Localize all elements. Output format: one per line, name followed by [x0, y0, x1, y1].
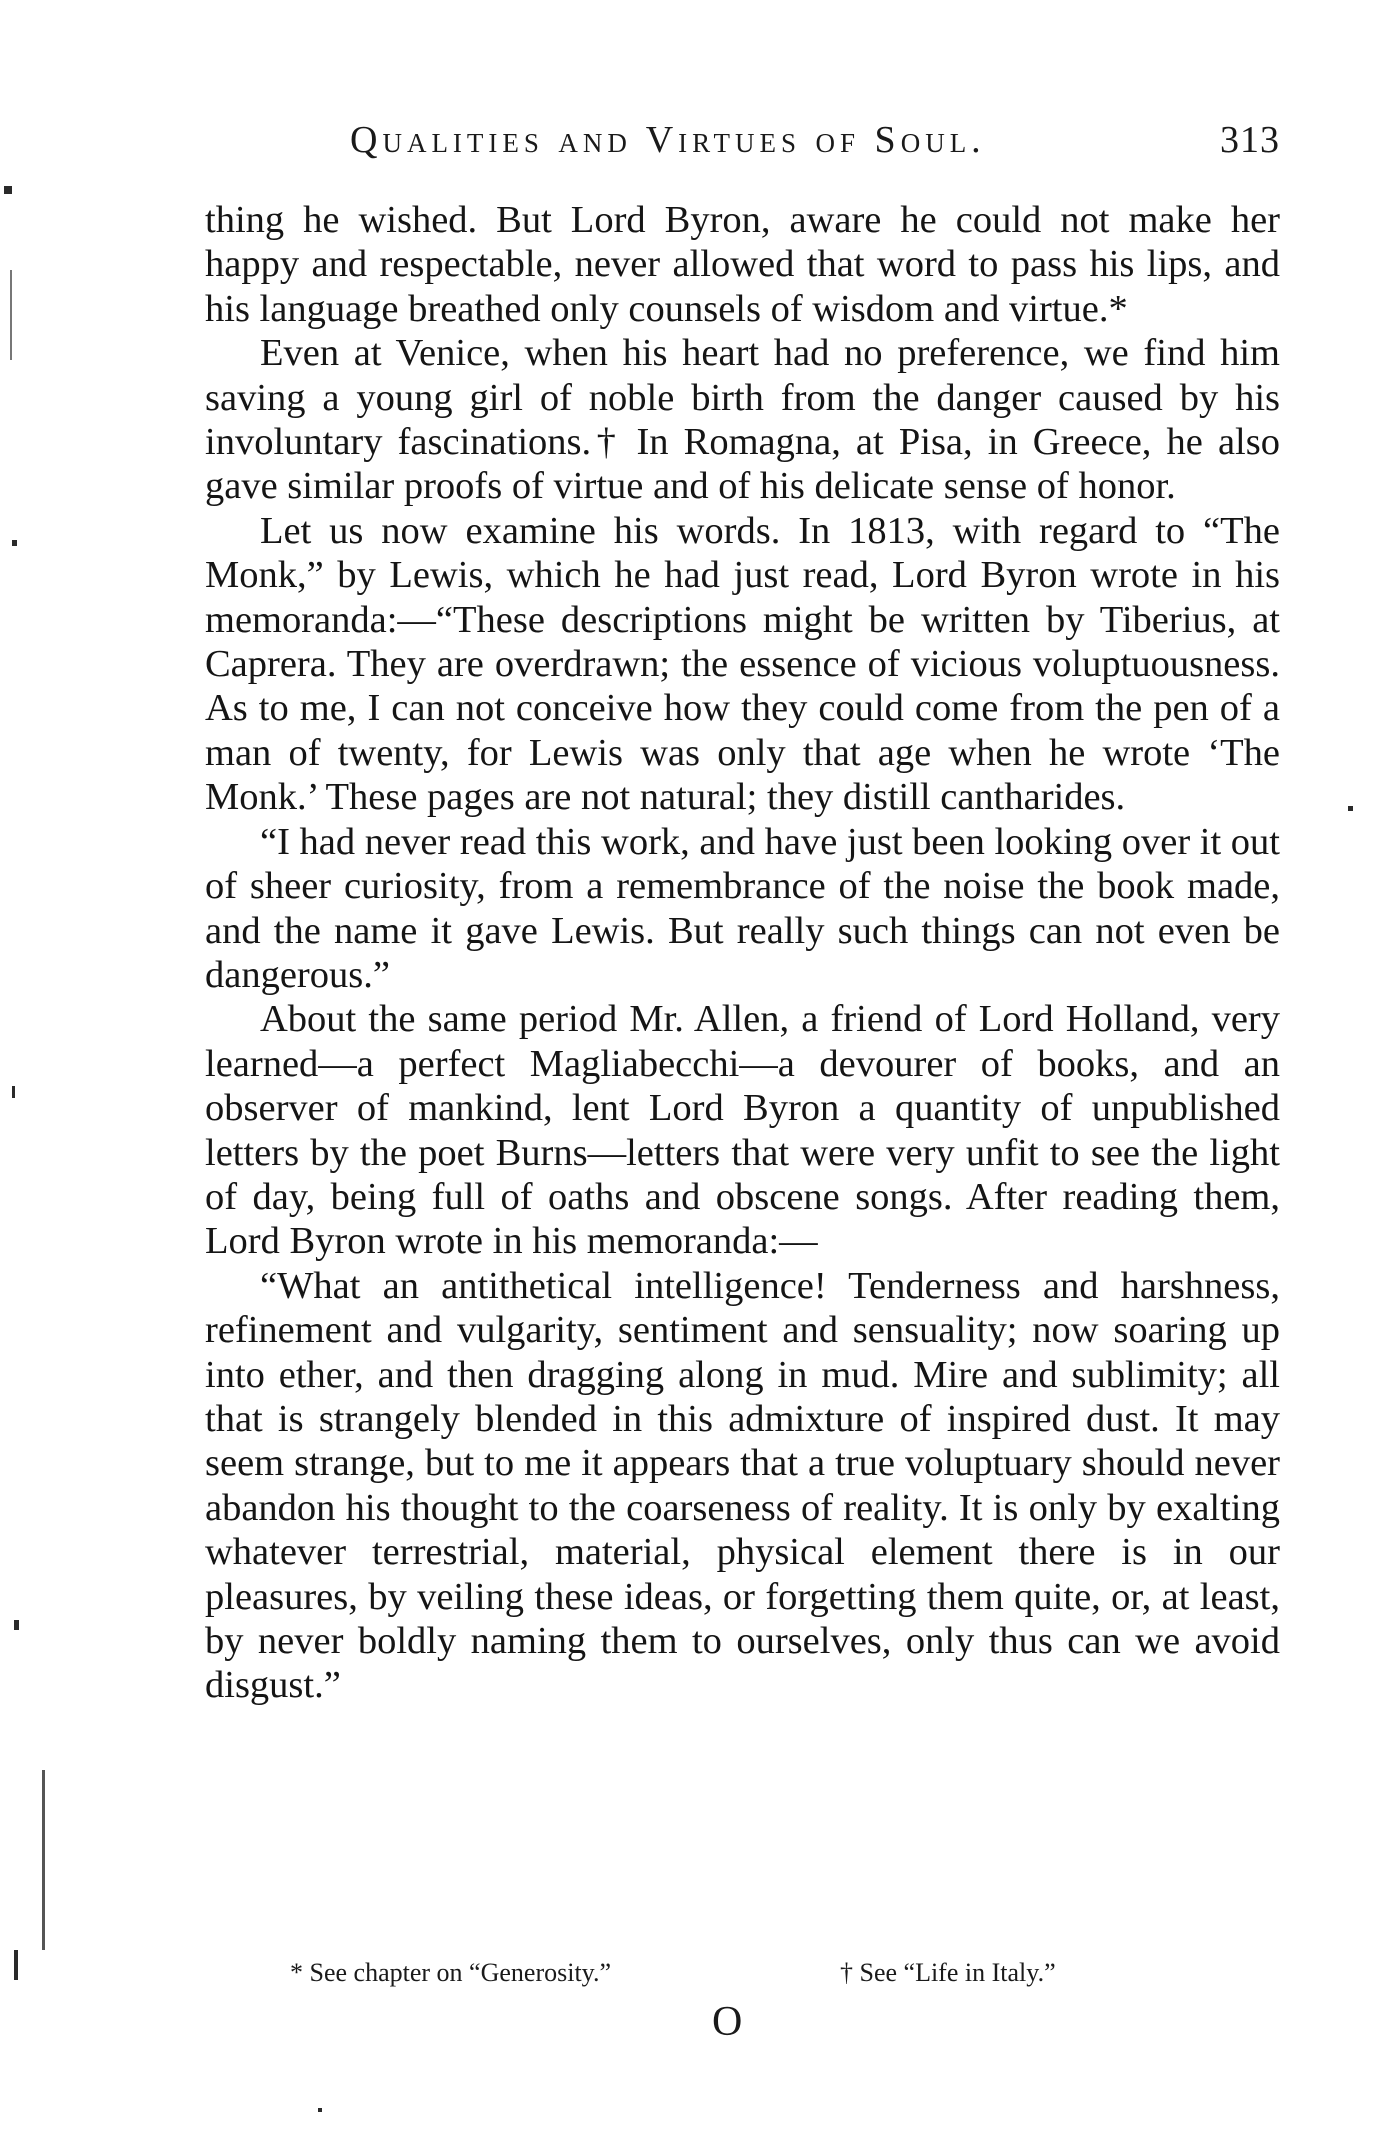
signature-mark: O: [712, 1999, 743, 2045]
body-text: [205, 198, 1280, 1708]
paragraph: Even at Venice, when his heart had no preference, we find him saving a young girl of noble birth from the danger caused by his involuntary fascinations.† In Romagna, at Pisa, in Greece, he also gave similar proofs of virtue and of his delicate sense of honor.: [205, 332, 1280, 508]
scan-artifact: [42, 1770, 45, 1950]
page-number: 313: [1220, 119, 1280, 161]
paragraph: “I had never read this work, and have just been looking over it out of sheer curiosity, from a remembrance of the noise the book made, and the name it gave Lewis. But really such things can not even be dangerous.”: [205, 820, 1280, 996]
scan-artifact: [14, 1950, 18, 1980]
scan-artifact: [4, 186, 12, 194]
scan-artifact: [12, 540, 17, 546]
page-header: [350, 118, 1280, 168]
paragraph: thing he wished. But Lord Byron, aware he could not make her happy and respectable, never allowed that word to pass his lips, and his language breathed only counsels of wisdom and virtue.*: [205, 199, 1280, 330]
paragraph: Let us now examine his words. In 1813, with regard to “The Monk,” by Lewis, which he had just read, Lord Byron wrote in his memoranda:—“These descriptions might be written by Tiberius, at Caprera. They are overdrawn; the essence of vicious voluptuousness. As to me, I can not conceive how they could come from the pen of a man of twenty, for Lewis was only that age when he wrote ‘The Monk.’ These pages are not natural; they distill cantharides.: [205, 509, 1280, 819]
running-title: Qualities and Virtues of Soul.: [350, 119, 986, 161]
footnote-generosity: * See chapter on “Generosity.”: [290, 1958, 612, 1987]
paragraph: “What an antithetical intelligence! Tenderness and harshness, refinement and vulgarity, sentiment and sensuality; now soaring up into ether, and then dragging along in mud. Mire and sublimity; all that is strangely blended in this admixture of inspired dust. It may seem strange, but to me it appears that a true voluptuary should never abandon his thought to the coarseness of reality. It is only by exalting whatever terrestrial, material, physical element there is in our pleasures, by veiling these ideas, or forgetting them quite, or, at least, by never boldly naming them to ourselves, only thus can we avoid disgust.”: [205, 1264, 1280, 1707]
footnote-life-in-italy: † See “Life in Italy.”: [840, 1958, 1056, 1987]
scan-artifact: [10, 270, 12, 360]
scan-artifact: [14, 1620, 19, 1630]
paragraph: About the same period Mr. Allen, a friend of Lord Holland, very learned—a perfect Magliabecchi—a devourer of books, and an observer of mankind, lent Lord Byron a quantity of unpublished letters by the poet Burns—letters that were very unfit to see the light of day, being full of oaths and obscene songs. After reading them, Lord Byron wrote in his memoranda:—: [205, 998, 1280, 1263]
scan-artifact: [12, 1086, 15, 1098]
scan-artifact: [1348, 806, 1353, 811]
scan-artifact: [318, 2108, 322, 2112]
